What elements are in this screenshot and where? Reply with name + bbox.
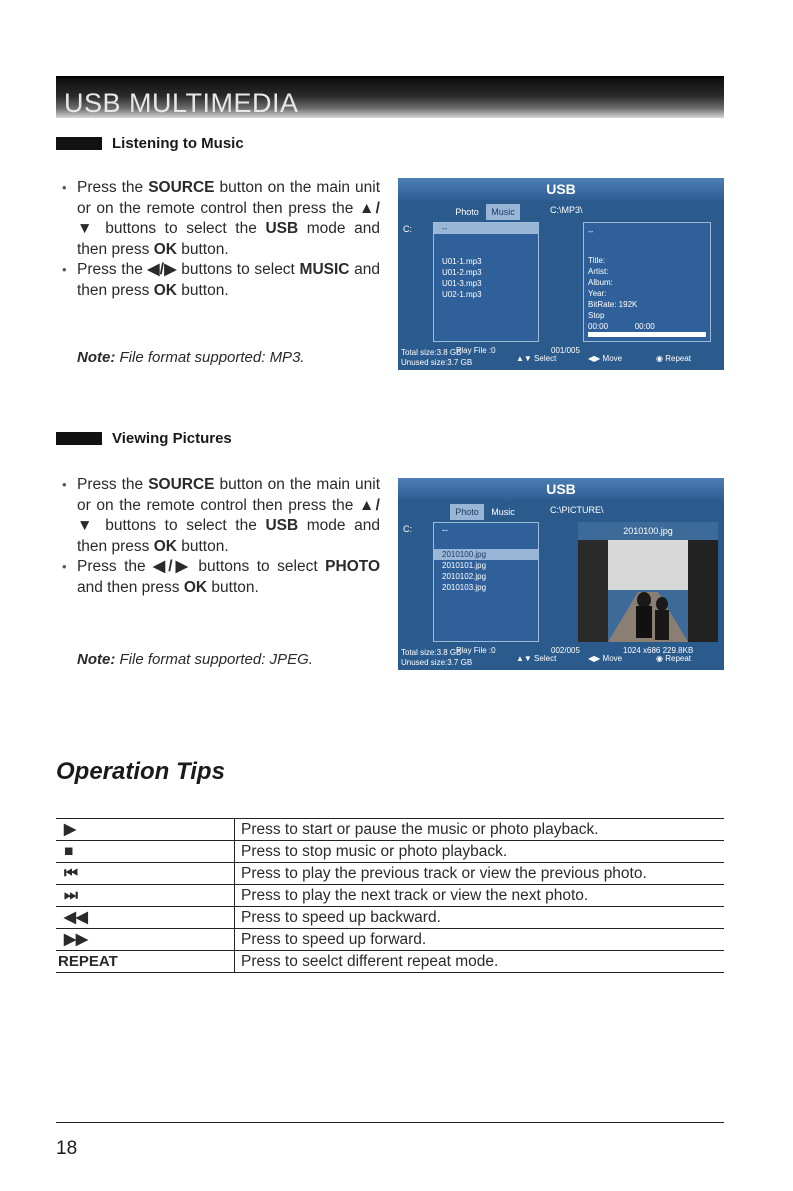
stop-icon: ■ xyxy=(56,841,235,863)
music-note: Note: File format supported: MP3. xyxy=(77,349,305,366)
photo-heading-text: Viewing Pictures xyxy=(112,429,232,447)
music-heading-text: Listening to Music xyxy=(112,134,244,152)
tab-photo: Photo xyxy=(455,207,479,217)
photo-thumbnail xyxy=(578,522,718,642)
file-count: 001/005 xyxy=(551,346,580,355)
table-row xyxy=(56,885,724,907)
list-item: -- xyxy=(434,223,538,234)
photo-instructions xyxy=(62,475,380,598)
file-count: 002/005 xyxy=(551,646,580,655)
folder-path: C:\PICTURE\ xyxy=(550,505,604,515)
track-info-panel xyxy=(583,222,711,342)
table-row xyxy=(56,907,724,929)
photo-step-2: • Press the ◀/▶ buttons to select PHOTO and then press OK button. xyxy=(62,557,380,598)
fast-forward-icon: ▶▶ xyxy=(56,929,235,951)
folder-path: C:\MP3\ xyxy=(550,205,583,215)
tip-description: Press to start or pause the music or photo playback. xyxy=(235,819,725,841)
total-size: Total size:3.8 GB xyxy=(401,648,462,657)
drive-label: C: xyxy=(403,224,412,234)
screen-title: USB xyxy=(398,478,724,500)
photo-note: Note: File format supported: JPEG. xyxy=(77,651,313,668)
info-line: Stop xyxy=(588,311,605,320)
play-file: Play File :0 xyxy=(456,346,496,355)
photo-step-1: • Press the SOURCE button on the main unit or on the remote control then press the ▲/▼ buttons to select the USB mode and then press OK button. xyxy=(62,475,380,557)
tip-description: Press to speed up forward. xyxy=(235,929,725,951)
play-file: Play File :0 xyxy=(456,646,496,655)
unused-size: Unused size:3.7 GB xyxy=(401,658,473,667)
hint-move: ◀▶ Move xyxy=(588,654,623,663)
music-screen-image xyxy=(398,178,724,370)
total-size: Total size:3.8 GB xyxy=(401,348,462,357)
file-list xyxy=(433,222,539,342)
photo-screen-image xyxy=(398,478,724,670)
heading-bar xyxy=(56,432,102,445)
table-row xyxy=(56,951,724,973)
info-line: BitRate: 192K xyxy=(588,300,638,309)
list-item: U01-1.mp3 xyxy=(442,257,482,266)
hint-move: ◀▶ Move xyxy=(588,354,623,363)
list-item: 2010103.jpg xyxy=(442,583,487,592)
table-row xyxy=(56,863,724,885)
table-row xyxy=(56,929,724,951)
unused-size: Unused size:3.7 GB xyxy=(401,358,473,367)
tab-music: Music xyxy=(486,204,520,220)
section-header-band xyxy=(56,76,724,118)
repeat-icon: ◉ xyxy=(656,654,663,663)
tip-description: Press to stop music or photo playback. xyxy=(235,841,725,863)
hint-select: ▲▼ Select xyxy=(516,654,557,663)
info-line: Year: xyxy=(588,289,607,298)
list-item: 2010101.jpg xyxy=(442,561,487,570)
repeat-key-label: REPEAT xyxy=(56,951,235,973)
operation-tips-title: Operation Tips xyxy=(56,758,225,785)
hint-repeat: ◉ Repeat xyxy=(656,654,692,663)
photo-preview xyxy=(578,522,718,642)
info-line: Artist: xyxy=(588,267,609,276)
list-item: U01-3.mp3 xyxy=(442,279,482,288)
photo-heading xyxy=(56,427,232,449)
music-heading xyxy=(56,132,244,154)
hint-select: ▲▼ Select xyxy=(516,354,557,363)
list-item: U01-2.mp3 xyxy=(442,268,482,277)
page-number: 18 xyxy=(56,1138,78,1159)
operation-tips-table xyxy=(56,818,724,973)
music-instructions xyxy=(62,178,380,301)
tip-description: Press to play the previous track or view the previous photo. xyxy=(235,863,725,885)
heading-bar xyxy=(56,137,102,150)
table-row xyxy=(56,841,724,863)
previous-icon: ⏮ xyxy=(56,863,235,885)
photo-resolution: 1024 x686 229.8KB xyxy=(623,646,694,655)
info-line: Album: xyxy=(588,278,613,287)
file-list xyxy=(433,522,539,642)
repeat-icon: ◉ xyxy=(656,354,663,363)
info-line: Title: xyxy=(588,256,606,265)
list-item: U02-1.mp3 xyxy=(442,290,482,299)
drive-label: C: xyxy=(403,524,412,534)
hint-repeat: ◉ Repeat xyxy=(656,354,692,363)
tip-description: Press to seelct different repeat mode. xyxy=(235,951,725,973)
tab-music: Music xyxy=(491,507,515,517)
list-item: 2010102.jpg xyxy=(442,572,487,581)
list-dash: -- xyxy=(442,525,448,535)
list-item: 2010100.jpg xyxy=(434,549,538,560)
progress-bar xyxy=(588,332,706,337)
tip-description: Press to speed up backward. xyxy=(235,907,725,929)
tip-description: Press to play the next track or view the next photo. xyxy=(235,885,725,907)
section-title: USB MULTIMEDIA xyxy=(64,88,299,118)
music-step-1: • Press the SOURCE button on the main unit or on the remote control then press the ▲/▼ buttons to select the USB mode and then press OK button. xyxy=(62,178,380,260)
next-icon: ⏭ xyxy=(56,885,235,907)
info-line: 00:00 00:00 xyxy=(588,322,655,331)
screen-title: USB xyxy=(398,178,724,200)
photo-filename: 2010100.jpg xyxy=(623,526,673,536)
tab-photo: Photo xyxy=(450,504,484,520)
table-row xyxy=(56,819,724,841)
info-dash: -- xyxy=(588,227,594,236)
rewind-icon: ◀◀ xyxy=(56,907,235,929)
play-pause-icon: ▶ xyxy=(56,819,235,841)
footer-rule xyxy=(56,1122,724,1123)
music-step-2: • Press the ◀/▶ buttons to select MUSIC and then press OK button. xyxy=(62,260,380,301)
